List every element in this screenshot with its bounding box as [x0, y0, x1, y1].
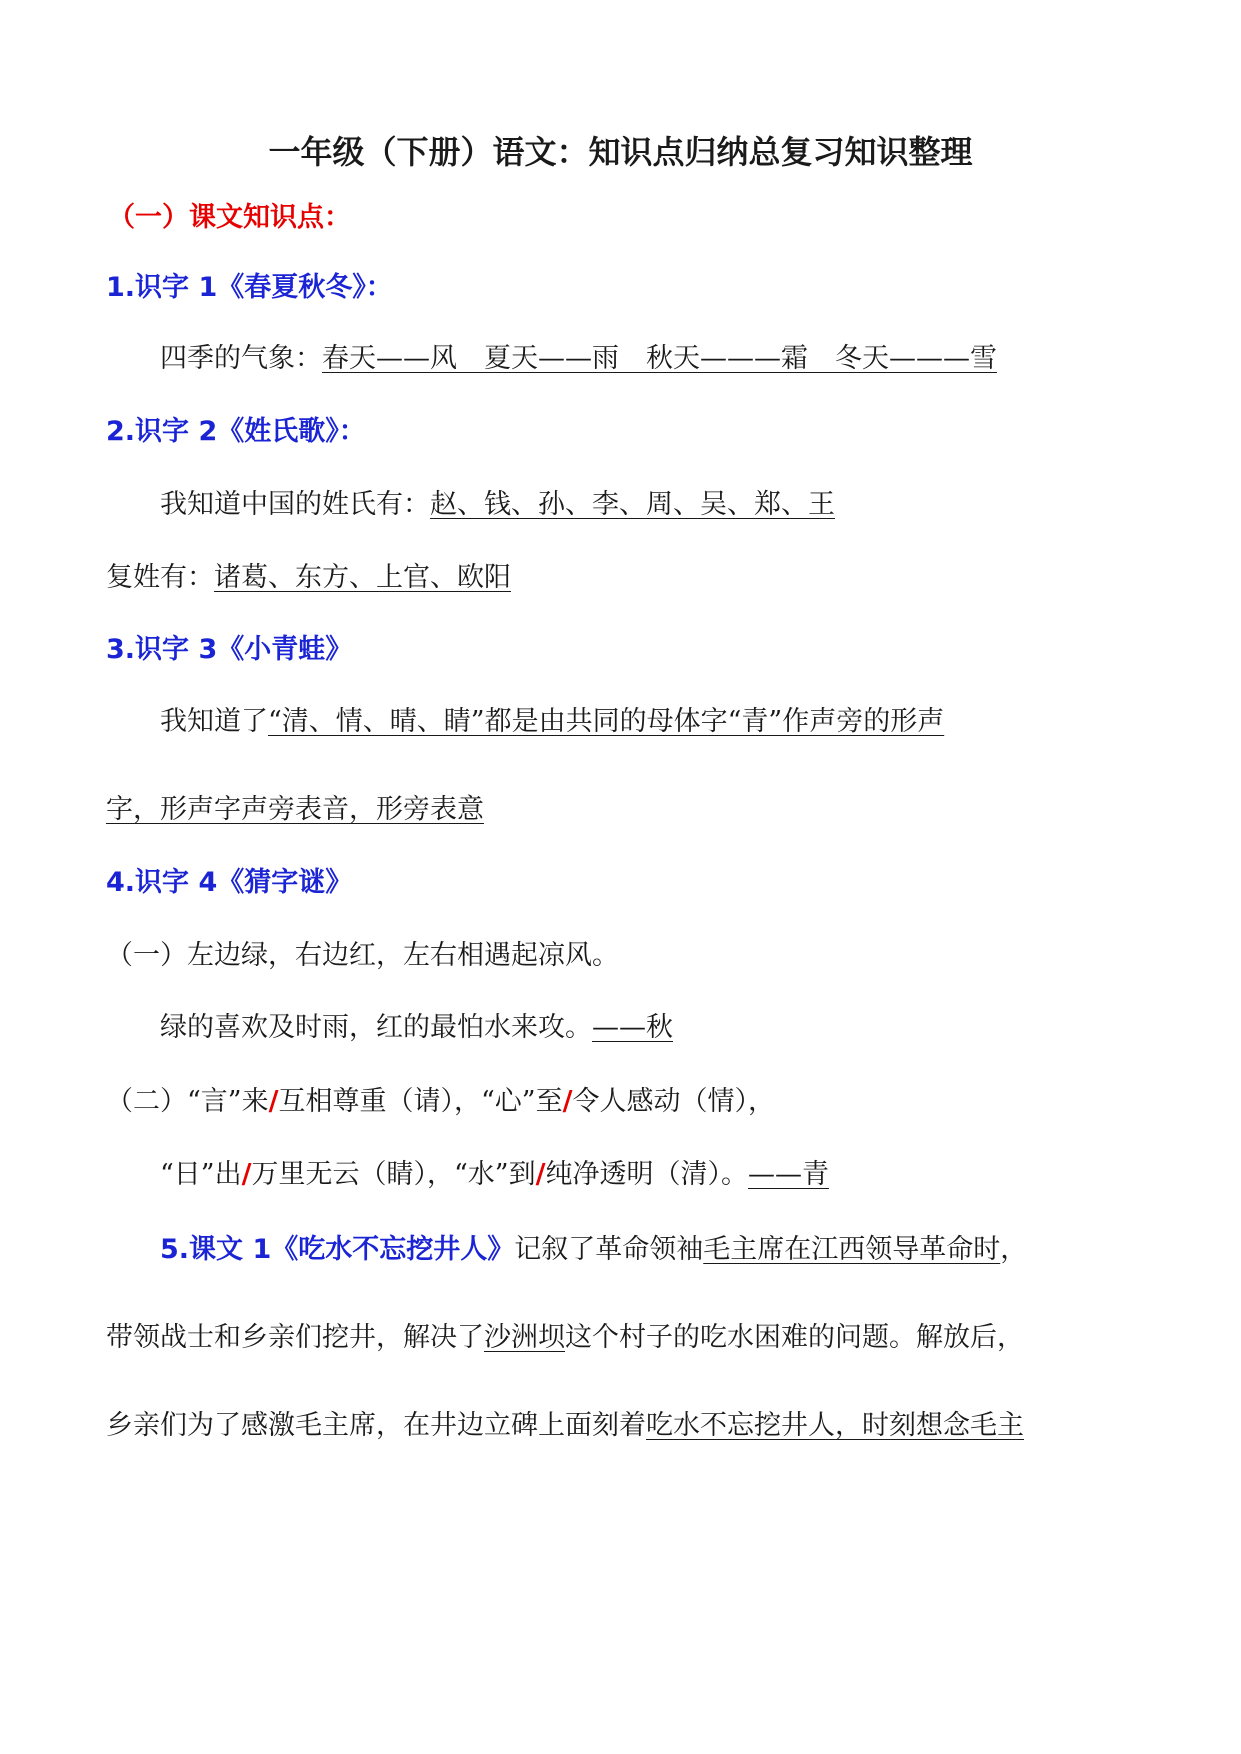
- item-5-answer-3: 吃水不忘挖井人，时刻想念毛主: [646, 1410, 1024, 1441]
- riddle-1-line-2: [160, 1010, 1241, 1046]
- riddle-2-answer: ——青: [747, 1159, 829, 1190]
- item-5-text-3a: 乡亲们为了感激毛主席，在井边立碑上面刻着: [106, 1410, 646, 1441]
- riddle-2-line-1: [106, 1084, 1241, 1120]
- item-2-prefix: 我知道中国的姓氏有：: [160, 489, 430, 520]
- item-heading-2: 2.识字 2《姓氏歌》：: [106, 416, 366, 447]
- item-5-text: 记叙了革命领袖: [514, 1234, 704, 1265]
- item-5-line-3: [106, 1408, 1241, 1444]
- item-5-text-2b: 这个村子的吃水困难的问题。解放后，: [565, 1322, 1024, 1353]
- item-5-line-2: [106, 1320, 1241, 1356]
- item-5-text-2a: 带领战士和乡亲们挖井，解决了: [106, 1322, 484, 1353]
- item-5-end: ，: [1000, 1234, 1028, 1265]
- slash-mark: /: [562, 1086, 573, 1117]
- item-heading-4: 4.识字 4《猜字谜》: [106, 867, 353, 898]
- item-3-answer: “清、情、晴、睛”都是由共同的母体字“青”作声旁的形声: [268, 706, 945, 737]
- slash-mark: /: [535, 1159, 546, 1190]
- compound-answer: 诸葛、东方、上官、欧阳: [214, 562, 511, 593]
- item-5-answer-2: 沙洲坝: [484, 1322, 565, 1353]
- item-3-prefix: 我知道了: [160, 706, 268, 737]
- item-1-content: [160, 341, 1241, 377]
- riddle-1-text: 绿的喜欢及时雨，红的最怕水来攻。: [160, 1012, 592, 1043]
- section-heading-lesson-points: （一）课文知识点：: [108, 202, 351, 233]
- item-2-compound-surnames: [106, 560, 1241, 596]
- riddle-2-a: （二）“言”来: [106, 1086, 269, 1117]
- riddle-2-d: “日”出: [160, 1159, 242, 1190]
- slash-mark: /: [241, 1159, 252, 1190]
- page-title: 一年级（下册）语文：知识点归纳总复习知识整理: [268, 133, 973, 171]
- riddle-2-f: 纯净透明（清）。: [545, 1159, 748, 1190]
- item-2-content: [160, 487, 1241, 523]
- riddle-2-c: 令人感动（情），: [572, 1086, 775, 1117]
- item-3-content: [160, 704, 1241, 740]
- item-1-answer: 春天——风 夏天——雨 秋天———霜 冬天———雪: [322, 343, 997, 374]
- riddle-2-e: 万里无云（睛），“水”到: [251, 1159, 536, 1190]
- item-1-prefix: 四季的气象：: [160, 343, 322, 374]
- compound-prefix: 复姓有：: [106, 562, 214, 593]
- item-heading-5: 5.课文 1《吃水不忘挖井人》: [160, 1234, 515, 1265]
- item-3-content-cont: [106, 792, 1241, 828]
- riddle-2-b: 互相尊重（请），“心”至: [278, 1086, 563, 1117]
- item-3-answer-cont: 字，形声字声旁表音，形旁表意: [106, 794, 484, 825]
- riddle-2-line-2: [160, 1157, 1241, 1193]
- item-5-answer: 毛主席在江西领导革命时: [703, 1234, 1001, 1265]
- riddle-1-answer: ——秋: [592, 1012, 673, 1043]
- item-2-answer: 赵、钱、孙、李、周、吴、郑、王: [430, 489, 835, 520]
- item-heading-1: 1.识字 1《春夏秋冬》：: [106, 272, 393, 303]
- riddle-1-line-1: （一）左边绿，右边红，左右相遇起凉风。: [106, 940, 619, 971]
- slash-mark: /: [268, 1086, 279, 1117]
- item-5-line-1: [160, 1232, 1241, 1268]
- item-heading-3: 3.识字 3《小青蛙》: [106, 634, 353, 665]
